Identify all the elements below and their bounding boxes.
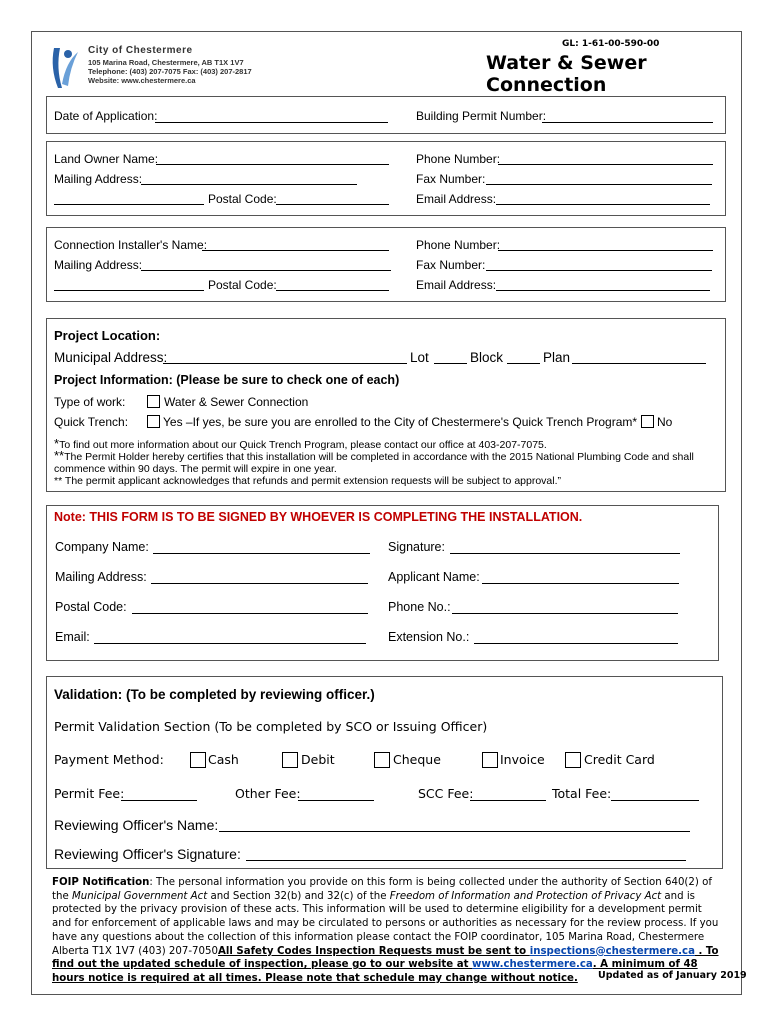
owner-mailing-field[interactable] [141, 184, 357, 185]
foip-bold-2: . To find out the updated schedule of inspection, please go to our website at [52, 945, 719, 971]
trench-no-option: No [657, 415, 673, 429]
other-fee-field[interactable] [298, 800, 374, 801]
installer-mailing-field[interactable] [141, 270, 391, 271]
inspections-email-link[interactable]: inspections@chestermere.ca [529, 945, 695, 957]
type-of-work-label: Type of work: [54, 395, 126, 409]
foip-label: FOIP Notification [52, 877, 150, 888]
trench-yes-checkbox[interactable] [147, 415, 160, 428]
officer-signature-field[interactable] [246, 860, 686, 861]
credit-card-checkbox[interactable] [565, 752, 581, 768]
block-label: Block [470, 350, 504, 365]
plan-label: Plan [543, 350, 571, 365]
installer-fax-field[interactable] [486, 270, 712, 271]
plan-field[interactable] [572, 363, 706, 364]
permit-number-field[interactable] [542, 122, 713, 123]
project-location-heading: Project Location: [54, 328, 161, 343]
installer-name-label: Connection Installer's Name: [54, 238, 208, 252]
owner-name-field[interactable] [156, 164, 389, 165]
officer-name-field[interactable] [219, 831, 690, 832]
owner-name-label: Land Owner Name: [54, 152, 159, 166]
other-fee-label: Other Fee: [235, 786, 301, 801]
foip-bold-3: . A minimum of 48 hours notice is required at all times. Please note that schedule may change without notice. [52, 959, 698, 984]
foip-text-1: : The personal information you provide on this form is being collected under the authority of Section 640(2) of the [52, 877, 712, 902]
cheque-label: Cheque [393, 752, 441, 767]
foip-text-3: and is protected by the privacy provision of these acts. This information will be used to determine eligibility for a development permit and for enforcement of applicable laws and may be circulated to persons or authorities as necessary for the review process. If you have any questions about the collection of this information please contact the FOIP coordinator, 105 Marina Road, Chestermere Alberta T1X 1V7 (403) 207-7050 [52, 890, 719, 957]
applicant-name-label: Applicant Name: [388, 570, 480, 584]
install-postal-label: Postal Code: [55, 600, 127, 614]
debit-label: Debit [301, 752, 335, 767]
total-fee-label: Total Fee: [552, 786, 612, 801]
installer-phone-field[interactable] [498, 250, 713, 251]
signature-label: Signature: [388, 540, 445, 554]
municipal-address-label: Municipal Address: [54, 350, 168, 365]
cash-label: Cash [208, 752, 239, 767]
owner-postal-label: Postal Code: [208, 192, 277, 206]
extension-field[interactable] [474, 643, 678, 644]
installer-name-field[interactable] [202, 250, 389, 251]
install-mailing-field[interactable] [151, 583, 368, 584]
install-mailing-label: Mailing Address: [55, 570, 147, 584]
date-field[interactable] [155, 122, 388, 123]
lot-label: Lot [410, 350, 429, 365]
quick-trench-label: Quick Trench: [54, 415, 129, 429]
install-email-field[interactable] [94, 643, 366, 644]
website-link[interactable]: www.chestermere.ca [472, 959, 593, 971]
company-name-label: Company Name: [55, 540, 149, 554]
org-website: Website: www.chestermere.ca [88, 76, 196, 85]
permit-fee-label: Permit Fee: [54, 786, 125, 801]
payment-method-label: Payment Method: [54, 752, 164, 767]
org-address: 105 Marina Road, Chestermere, AB T1X 1V7 [88, 58, 244, 67]
owner-email-label: Email Address: [416, 192, 497, 206]
trench-no-checkbox[interactable] [641, 415, 654, 428]
owner-fax-label: Fax Number: [416, 172, 486, 186]
water-sewer-option: Water & Sewer Connection [164, 395, 309, 409]
installer-mailing-label: Mailing Address: [54, 258, 143, 272]
validation-section [46, 676, 723, 869]
municipal-address-field[interactable] [163, 363, 407, 364]
installer-fax-label: Fax Number: [416, 258, 486, 272]
form-title: Water & Sewer Connection [486, 52, 647, 96]
extension-label: Extension No.: [388, 630, 470, 644]
install-phone-field[interactable] [452, 613, 678, 614]
total-fee-field[interactable] [611, 800, 699, 801]
cash-checkbox[interactable] [190, 752, 206, 768]
installer-email-label: Email Address: [416, 278, 497, 292]
owner-email-field[interactable] [496, 204, 710, 205]
permit-fee-field[interactable] [121, 800, 197, 801]
installer-email-field[interactable] [496, 290, 710, 291]
permit-label: Building Permit Number: [416, 109, 547, 123]
installer-postal-label: Postal Code: [208, 278, 277, 292]
credit-card-label: Credit Card [584, 752, 655, 767]
officer-signature-label: Reviewing Officer's Signature: [54, 846, 241, 862]
signature-field[interactable] [450, 553, 680, 554]
install-phone-label: Phone No.: [388, 600, 451, 614]
foip-act-1: Municipal Government Act [71, 890, 208, 902]
scc-fee-label: SCC Fee: [418, 786, 474, 801]
validation-heading: Validation: (To be completed by reviewing officer.) [54, 687, 375, 702]
date-label: Date of Application: [54, 109, 158, 123]
install-postal-field[interactable] [132, 613, 368, 614]
company-name-field[interactable] [153, 553, 370, 554]
block-field[interactable] [507, 363, 540, 364]
installer-postal-field[interactable] [276, 290, 389, 291]
permit-holder-note: **The Permit Holder hereby certifies that this installation will be completed in accordance with the 2015 National Plumbing Code and shall commence within 90 days. The permit will expire in one year. [54, 448, 694, 475]
installation-note: Note: THIS FORM IS TO BE SIGNED BY WHOEVER IS COMPLETING THE INSTALLATION. [54, 510, 583, 524]
owner-fax-field[interactable] [486, 184, 712, 185]
owner-mailing-field-2[interactable] [54, 204, 204, 205]
owner-phone-label: Phone Number: [416, 152, 501, 166]
cheque-checkbox[interactable] [374, 752, 390, 768]
officer-name-label: Reviewing Officer's Name: [54, 817, 219, 833]
project-info-heading: Project Information: (Please be sure to check one of each) [54, 373, 400, 387]
install-email-label: Email: [55, 630, 90, 644]
owner-phone-field[interactable] [498, 164, 713, 165]
debit-checkbox[interactable] [282, 752, 298, 768]
foip-text-2: and Section 32(b) and 32(c) of the [207, 890, 390, 902]
applicant-name-field[interactable] [482, 583, 679, 584]
gl-code: GL: 1-61-00-590-00 [562, 39, 660, 49]
owner-mailing-label: Mailing Address: [54, 172, 143, 186]
installer-phone-label: Phone Number: [416, 238, 501, 252]
org-phone: Telephone: (403) 207-7075 Fax: (403) 207-2817 [88, 67, 252, 76]
water-sewer-checkbox[interactable] [147, 395, 160, 408]
lot-field[interactable] [434, 363, 467, 364]
foip-act-2: Freedom of Information and Protection of Privacy Act [389, 890, 662, 902]
refund-note: ** The permit applicant acknowledges that refunds and permit extension requests will be subject to approval.” [54, 475, 562, 487]
org-name: City of Chestermere [88, 45, 193, 56]
foip-bold-1: All Safety Codes Inspection Requests must be sent to [217, 945, 530, 957]
updated-date: Updated as of January 2019 [598, 970, 747, 981]
invoice-checkbox[interactable] [482, 752, 498, 768]
scc-fee-field[interactable] [470, 800, 546, 801]
city-logo-icon [48, 44, 84, 92]
installer-mailing-field-2[interactable] [54, 290, 204, 291]
trench-yes-option: Yes –If yes, be sure you are enrolled to the City of Chestermere's Quick Trench Program* [163, 415, 638, 429]
owner-postal-field[interactable] [276, 204, 389, 205]
quick-trench-note: *To find out more information about our Quick Trench Program, please contact our office at 403-207-7075. [54, 436, 547, 451]
invoice-label: Invoice [500, 752, 545, 767]
validation-subheading: Permit Validation Section (To be completed by SCO or Issuing Officer) [54, 719, 488, 734]
